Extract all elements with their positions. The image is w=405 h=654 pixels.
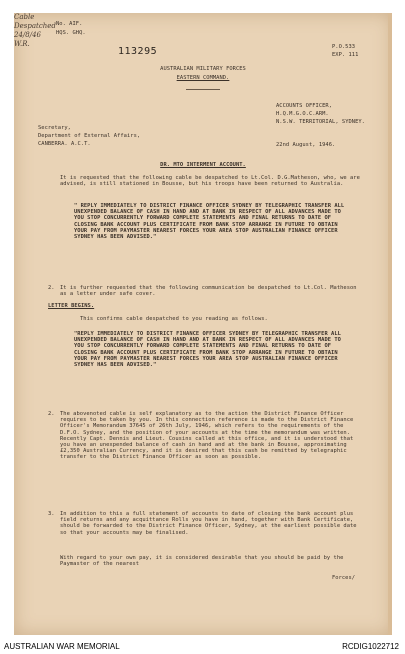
letter-date: 22nd August, 1946. (276, 142, 336, 148)
cable-text-1: " REPLY IMMEDIATELY TO DISTRICT FINANCE OFFICER SYDNEY BY TELEGRAPHIC TRANSFER ALL UNEXPENDED BALANCE OF CASH IN HAND AND AT BANK IN RESPECT OF ALL ADVANCES MADE TO YOU STOP CONCURRENTLY FORWARD COMPLETE STATEMENTS AND FINAL RETURNS TO DATE OF CLOSING BANK ACCOUNT PLUS CERTIFICATE FROM BANK STOP ARRANGE IN FUTURE TO OBTAIN YOUR PAY FROM PAYMASTER NEAREST FORCES YOUR AREA STOP AUSTRALIAN FINANCE OFFICER SYDNEY HAS BEEN ADVISED." (74, 203, 345, 241)
org-command: EASTERN COMMAND. (176, 75, 230, 81)
header-rule (186, 89, 220, 90)
paragraph-2: It is further requested that the following communication be despatched to Lt.Col. Matheson as a letter under safe cover. (60, 285, 357, 298)
paragraph-3: The abovenoted cable is self explanatory as to the action the District Finance Officer requires to be taken by you. In this connection reference is made to the District Finance Officer's Memorandum 37645 of 26th July, 1946, which refers to the requirements of the D.F.O. Sydney, and the position of your accounts at the time the memorandum was written. Recently Capt. Dennis and Lieut. Cousins called at this office, and it is understood that you have an unexpended balance of cash in hand and at the bank in Bousse, approximating £2,350 Australian Currency, and it is desired that this cash be remitted by telegraphic transfer to the District Finance Officer as soon as possible. (60, 411, 354, 461)
document-number: 113295 (118, 46, 158, 57)
paragraph-4: In addition to this a full statement of accounts to date of closing the bank account plus field returns and any acquittance Rolls you have in hand, together with Bank Certificate, should be forwarded to the District Finance Officer, Sydney, at the earliest possible date so that your accounts may be finalised. (60, 511, 357, 536)
cable-text-2: "REPLY IMMEDIATELY TO DISTRICT FINANCE OFFICER SYDNEY BY TELEGRAPHIC TRANSFER ALL UNEXPENDED BALANCE OF CASH IN HAND AND AT BANK IN RESPECT OF ALL ADVANCES MADE TO YOU STOP CONCURRENTLY FORWARD COMPLETE STATEMENTS AND FINAL RETURNS TO DATE OF CLOSING BANK ACCOUNT PLUS CERTIFICATE FROM BANK STOP ARRANGE IN FUTURE TO OBTAIN YOUR PAY FROM PAYMASTER NEAREST FORCES YOUR AREA STOP AUSTRALIAN FINANCE OFFICER SYDNEY HAS BEEN ADVISED." (74, 331, 341, 369)
recipient-line1: Secretary, (38, 125, 71, 131)
sender-line2: H.Q.M.G.O.C.ARM. (276, 111, 329, 117)
sender-line1: ACCOUNTS OFFICER, (276, 103, 333, 109)
paragraph-4-number: 3. (48, 511, 55, 517)
paragraph-3-number: 2. (48, 411, 55, 417)
file-ref-line1: No. AIF. (56, 21, 83, 27)
subject-heading: DR. MTO INTERMENT ACCOUNT. (160, 162, 246, 168)
continuation-marker: Forces/ (332, 575, 356, 581)
paragraph-2-number: 2. (48, 285, 55, 291)
handwritten-note-despatched: Despatched (14, 22, 56, 30)
paragraph-5: With regard to your own pay, it is considered desirable that you should be paid by the Paymaster of the nearest (60, 555, 344, 568)
letter-intro: This confirms cable despatched to you reading as follows. (80, 316, 268, 322)
document-page (14, 13, 392, 635)
letter-begins-heading: LETTER BEGINS. (48, 303, 95, 309)
file-ref-line2: HQS. GHQ. (56, 30, 86, 36)
handwritten-date: 24/8/46 (14, 31, 41, 39)
paragraph-1: It is requested that the following cable be despatched to Lt.Col. D.G.Matheson, who, we are advised, is still stationed in Bousse, but his troops have been returned to Australia. (60, 175, 360, 188)
ref-number-line1: P.O.533 (332, 44, 356, 50)
archive-id: RCDIG1022712 (342, 642, 399, 651)
handwritten-note-cable: Cable (14, 13, 35, 21)
ref-number-line2: EXP. 111 (332, 52, 359, 58)
archive-footer (0, 637, 405, 654)
recipient-line3: CANBERRA. A.C.T. (38, 141, 91, 147)
sender-line3: N.S.W. TERRITORIAL, SYDNEY. (276, 119, 365, 125)
recipient-line2: Department of External Affairs, (38, 133, 141, 139)
archive-name: AUSTRALIAN WAR MEMORIAL (4, 642, 120, 651)
handwritten-initials: W.R. (14, 40, 30, 48)
org-name: AUSTRALIAN MILITARY FORCES (160, 66, 246, 72)
